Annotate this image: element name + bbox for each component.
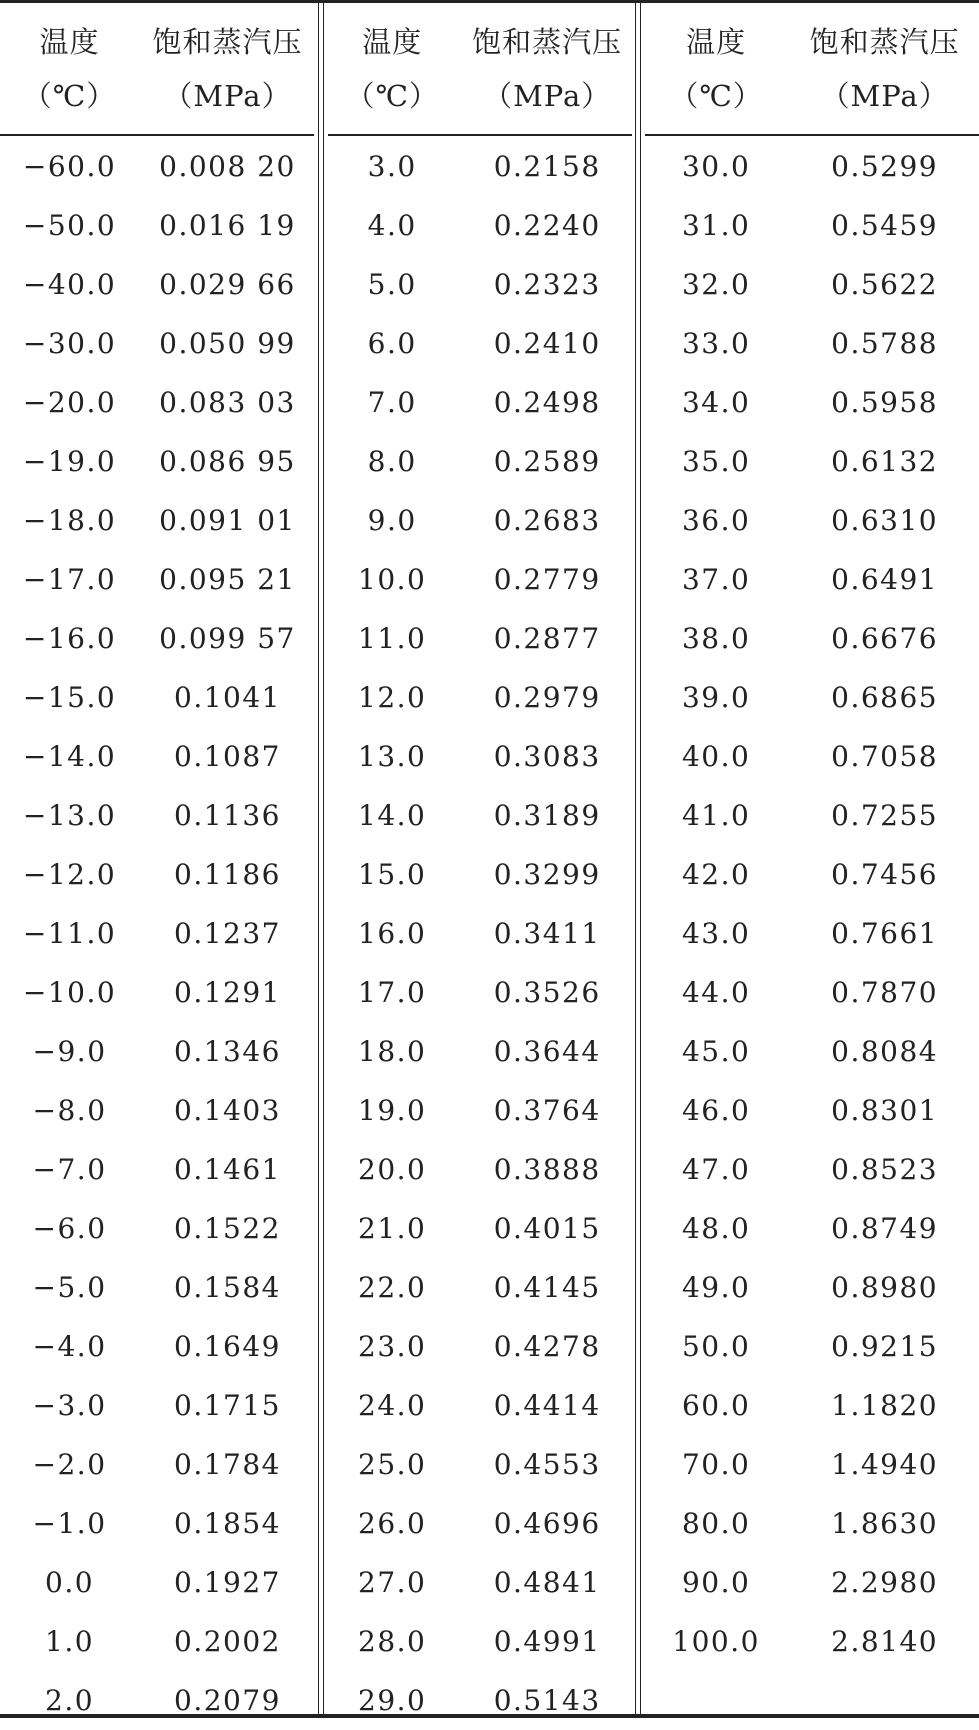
temperature-cell: 14.0 xyxy=(358,799,427,832)
pressure-cell: 2.2980 xyxy=(831,1566,939,1599)
table-row xyxy=(642,1022,979,1081)
pressure-cell: 0.1087 xyxy=(174,740,281,773)
pressure-cell: 0.7870 xyxy=(831,976,939,1009)
table-row xyxy=(0,1553,316,1612)
table-row xyxy=(642,1317,979,1376)
temperature-cell: −16.0 xyxy=(22,622,117,655)
table-row xyxy=(0,314,316,373)
pressure-cell: 0.3888 xyxy=(493,1153,601,1186)
temperature-header: 温度 xyxy=(362,25,423,59)
temperature-cell: 4.0 xyxy=(367,209,417,242)
table-row xyxy=(0,1612,316,1671)
table-body xyxy=(0,137,316,1730)
temperature-cell: 20.0 xyxy=(358,1153,427,1186)
temperature-cell: −6.0 xyxy=(32,1212,107,1245)
pressure-cell: 0.7058 xyxy=(831,740,939,773)
temperature-cell: 25.0 xyxy=(358,1448,427,1481)
table-row xyxy=(642,1494,979,1553)
table-row xyxy=(0,373,316,432)
temperature-cell: −15.0 xyxy=(22,681,117,714)
pressure-cell: 0.083 03 xyxy=(159,386,296,419)
temperature-cell: 100.0 xyxy=(672,1625,760,1658)
table-row xyxy=(642,1376,979,1435)
table-row xyxy=(0,550,316,609)
temperature-cell: 40.0 xyxy=(681,740,751,773)
table-row xyxy=(324,1376,634,1435)
table-row xyxy=(324,1140,634,1199)
pressure-header: 饱和蒸汽压 xyxy=(472,25,623,59)
pressure-cell: 0.1715 xyxy=(174,1389,281,1422)
pressure-cell: 0.008 20 xyxy=(159,150,296,183)
pressure-cell: 0.3411 xyxy=(493,917,601,950)
temperature-cell: 70.0 xyxy=(681,1448,751,1481)
pressure-cell: 0.8084 xyxy=(831,1035,939,1068)
temperature-cell: 3.0 xyxy=(367,150,417,183)
pressure-cell: 0.1041 xyxy=(174,681,281,714)
temperature-cell: 60.0 xyxy=(681,1389,751,1422)
temperature-cell: 32.0 xyxy=(681,268,751,301)
temperature-cell: −12.0 xyxy=(22,858,117,891)
temperature-cell: 16.0 xyxy=(358,917,427,950)
pressure-unit: （MPa） xyxy=(483,79,612,113)
unit-row xyxy=(0,68,316,124)
pressure-cell: 0.4841 xyxy=(493,1566,601,1599)
table-row xyxy=(642,668,979,727)
temperature-cell: 39.0 xyxy=(681,681,751,714)
temperature-cell: −3.0 xyxy=(32,1389,107,1422)
column-group-divider xyxy=(635,3,641,1714)
temperature-cell: 22.0 xyxy=(358,1271,427,1304)
temperature-cell: −19.0 xyxy=(22,445,117,478)
table-row xyxy=(0,137,316,196)
table-row xyxy=(324,845,634,904)
pressure-cell: 0.5459 xyxy=(831,209,939,242)
temperature-cell: 2.0 xyxy=(45,1684,95,1717)
pressure-cell: 0.1403 xyxy=(174,1094,281,1127)
table-row xyxy=(0,609,316,668)
pressure-cell: 0.8301 xyxy=(831,1094,939,1127)
temperature-cell: −5.0 xyxy=(32,1271,107,1304)
table-row xyxy=(0,432,316,491)
temperature-cell: −4.0 xyxy=(32,1330,107,1363)
temperature-cell: 21.0 xyxy=(358,1212,427,1245)
table-row xyxy=(324,491,634,550)
pressure-cell: 0.2410 xyxy=(493,327,601,360)
temperature-cell: 45.0 xyxy=(681,1035,751,1068)
temperature-cell: −17.0 xyxy=(22,563,117,596)
temperature-cell: 6.0 xyxy=(367,327,417,360)
pressure-cell: 0.5299 xyxy=(831,150,939,183)
temperature-cell: 11.0 xyxy=(358,622,427,655)
table-row xyxy=(0,904,316,963)
temperature-cell: 13.0 xyxy=(358,740,427,773)
pressure-cell: 0.2589 xyxy=(493,445,601,478)
table-row xyxy=(324,1258,634,1317)
temperature-cell: 1.0 xyxy=(45,1625,95,1658)
table-body xyxy=(324,137,634,1730)
temperature-unit: （℃） xyxy=(669,79,763,113)
table-row xyxy=(0,1258,316,1317)
pressure-cell: 0.099 57 xyxy=(159,622,296,655)
pressure-cell: 0.2498 xyxy=(493,386,601,419)
temperature-cell: 7.0 xyxy=(367,386,417,419)
temperature-cell: 42.0 xyxy=(681,858,751,891)
table-row xyxy=(642,1553,979,1612)
temperature-cell: −1.0 xyxy=(32,1507,107,1540)
pressure-cell: 0.5788 xyxy=(831,327,939,360)
table-row xyxy=(642,727,979,786)
temperature-cell: −60.0 xyxy=(22,150,117,183)
pressure-cell: 1.8630 xyxy=(831,1507,939,1540)
pressure-cell: 0.1927 xyxy=(174,1566,281,1599)
table-row xyxy=(0,1376,316,1435)
pressure-header: 饱和蒸汽压 xyxy=(809,25,960,59)
temperature-cell: −20.0 xyxy=(22,386,117,419)
table-row xyxy=(642,1612,979,1671)
pressure-cell: 0.1186 xyxy=(174,858,281,891)
unit-row xyxy=(324,68,634,124)
table-row xyxy=(324,1317,634,1376)
temperature-cell: 49.0 xyxy=(681,1271,751,1304)
temperature-cell: 33.0 xyxy=(681,327,751,360)
temperature-header: 温度 xyxy=(686,25,747,59)
table-row xyxy=(324,668,634,727)
table-row xyxy=(0,845,316,904)
pressure-cell: 0.2683 xyxy=(493,504,601,537)
pressure-cell: 0.1291 xyxy=(174,976,281,1009)
pressure-cell: 0.2979 xyxy=(493,681,601,714)
pressure-cell: 0.4991 xyxy=(493,1625,601,1658)
table-row xyxy=(0,196,316,255)
pressure-cell: 0.2158 xyxy=(493,150,601,183)
table-row xyxy=(324,196,634,255)
pressure-cell: 0.1584 xyxy=(174,1271,281,1304)
table-row xyxy=(324,1435,634,1494)
temperature-cell: 44.0 xyxy=(681,976,751,1009)
pressure-cell: 0.4145 xyxy=(493,1271,601,1304)
pressure-cell: 0.029 66 xyxy=(159,268,296,301)
pressure-cell: 0.016 19 xyxy=(159,209,296,242)
pressure-cell: 0.091 01 xyxy=(159,504,296,537)
table-row xyxy=(324,432,634,491)
temperature-cell: 36.0 xyxy=(681,504,751,537)
pressure-cell: 0.4696 xyxy=(493,1507,601,1540)
temperature-cell: 12.0 xyxy=(358,681,427,714)
table-row xyxy=(324,1671,634,1730)
pressure-cell: 0.2079 xyxy=(174,1684,281,1717)
pressure-cell: 0.2877 xyxy=(493,622,601,655)
table-row xyxy=(642,1081,979,1140)
table-row xyxy=(642,845,979,904)
temperature-cell: 31.0 xyxy=(681,209,751,242)
pressure-unit: （MPa） xyxy=(820,79,949,113)
temperature-cell: 43.0 xyxy=(681,917,751,950)
pressure-cell: 1.4940 xyxy=(831,1448,939,1481)
temperature-cell: 50.0 xyxy=(681,1330,751,1363)
table-row xyxy=(324,609,634,668)
temperature-cell: 90.0 xyxy=(681,1566,751,1599)
table-row xyxy=(324,1612,634,1671)
table-row xyxy=(324,550,634,609)
pressure-cell: 0.8749 xyxy=(831,1212,939,1245)
temperature-cell: 27.0 xyxy=(358,1566,427,1599)
pressure-cell: 0.095 21 xyxy=(159,563,296,596)
table-row xyxy=(0,1022,316,1081)
temperature-cell: 18.0 xyxy=(358,1035,427,1068)
pressure-cell: 0.3083 xyxy=(493,740,601,773)
table-row xyxy=(0,963,316,1022)
pressure-cell: 0.4414 xyxy=(493,1389,601,1422)
table-row xyxy=(0,668,316,727)
temperature-cell: 28.0 xyxy=(358,1625,427,1658)
table-row xyxy=(642,314,979,373)
pressure-cell: 0.3189 xyxy=(493,799,601,832)
temperature-cell: 46.0 xyxy=(681,1094,751,1127)
table-row xyxy=(642,550,979,609)
temperature-cell: 29.0 xyxy=(358,1684,427,1717)
temperature-cell: −40.0 xyxy=(22,268,117,301)
table-row xyxy=(324,1022,634,1081)
temperature-cell: −50.0 xyxy=(22,209,117,242)
pressure-cell: 0.7255 xyxy=(831,799,939,832)
temperature-cell: −14.0 xyxy=(22,740,117,773)
pressure-cell: 0.8980 xyxy=(831,1271,939,1304)
temperature-cell: −7.0 xyxy=(32,1153,107,1186)
pressure-header: 饱和蒸汽压 xyxy=(152,25,303,59)
pressure-cell: 0.5622 xyxy=(831,268,939,301)
pressure-cell: 0.2002 xyxy=(174,1625,281,1658)
pressure-cell: 0.1649 xyxy=(174,1330,281,1363)
table-row xyxy=(642,1435,979,1494)
pressure-cell: 0.1461 xyxy=(174,1153,281,1186)
temperature-cell: −30.0 xyxy=(22,327,117,360)
temperature-cell: 47.0 xyxy=(681,1153,751,1186)
pressure-cell: 0.1784 xyxy=(174,1448,281,1481)
pressure-cell: 0.6132 xyxy=(831,445,939,478)
pressure-cell: 1.1820 xyxy=(831,1389,939,1422)
temperature-cell: −18.0 xyxy=(22,504,117,537)
pressure-cell: 0.2779 xyxy=(493,563,601,596)
table-row xyxy=(324,727,634,786)
temperature-cell: 23.0 xyxy=(358,1330,427,1363)
pressure-cell: 0.3299 xyxy=(493,858,601,891)
temperature-cell: −9.0 xyxy=(32,1035,107,1068)
temperature-unit: （℃） xyxy=(345,79,439,113)
header-row xyxy=(324,14,634,70)
pressure-cell: 0.3764 xyxy=(493,1094,601,1127)
pressure-cell: 0.8523 xyxy=(831,1153,939,1186)
temperature-cell: −2.0 xyxy=(32,1448,107,1481)
table-row xyxy=(642,1258,979,1317)
pressure-cell: 0.1237 xyxy=(174,917,281,950)
header-rule xyxy=(0,134,314,136)
pressure-cell: 0.6676 xyxy=(831,622,939,655)
pressure-cell: 0.5958 xyxy=(831,386,939,419)
table-row xyxy=(324,1081,634,1140)
pressure-cell: 0.1522 xyxy=(174,1212,281,1245)
pressure-cell: 0.5143 xyxy=(493,1684,601,1717)
pressure-unit: （MPa） xyxy=(163,79,292,113)
temperature-cell: 38.0 xyxy=(681,622,751,655)
table-row xyxy=(324,137,634,196)
table-row xyxy=(0,1671,316,1730)
temperature-cell: 48.0 xyxy=(681,1212,751,1245)
pressure-cell: 0.7456 xyxy=(831,858,939,891)
table-row xyxy=(324,314,634,373)
pressure-cell: 0.050 99 xyxy=(159,327,296,360)
table-row xyxy=(0,1317,316,1376)
table-row xyxy=(0,1199,316,1258)
header-rule xyxy=(328,134,632,136)
temperature-cell: 41.0 xyxy=(681,799,751,832)
table-row xyxy=(324,1494,634,1553)
table-row xyxy=(642,786,979,845)
table-row xyxy=(324,963,634,1022)
temperature-cell: 0.0 xyxy=(45,1566,95,1599)
header-row xyxy=(642,14,979,70)
pressure-cell: 0.4015 xyxy=(493,1212,601,1245)
table-row xyxy=(324,255,634,314)
pressure-cell: 0.4278 xyxy=(493,1330,601,1363)
table-row xyxy=(642,1140,979,1199)
temperature-unit: （℃） xyxy=(22,79,117,113)
temperature-cell: 10.0 xyxy=(358,563,427,596)
table-row xyxy=(642,491,979,550)
pressure-cell: 0.2240 xyxy=(493,209,601,242)
temperature-cell: 8.0 xyxy=(367,445,417,478)
table-row xyxy=(642,373,979,432)
table-row xyxy=(0,491,316,550)
temperature-cell: 5.0 xyxy=(367,268,417,301)
pressure-cell: 0.086 95 xyxy=(159,445,296,478)
table-row xyxy=(324,786,634,845)
unit-row xyxy=(642,68,979,124)
temperature-cell: −8.0 xyxy=(32,1094,107,1127)
pressure-cell: 0.6310 xyxy=(831,504,939,537)
pressure-cell: 0.3644 xyxy=(493,1035,601,1068)
top-rule xyxy=(0,0,979,3)
pressure-cell: 0.9215 xyxy=(831,1330,939,1363)
table-row xyxy=(0,1494,316,1553)
pressure-cell: 0.3526 xyxy=(493,976,601,1009)
table-row xyxy=(642,963,979,1022)
pressure-cell: 0.1854 xyxy=(174,1507,281,1540)
table-row xyxy=(642,432,979,491)
table-row xyxy=(324,1199,634,1258)
table-row xyxy=(642,137,979,196)
table-row xyxy=(642,1199,979,1258)
table-row xyxy=(0,1081,316,1140)
temperature-cell: 30.0 xyxy=(681,150,751,183)
table-row xyxy=(0,727,316,786)
temperature-cell: −13.0 xyxy=(22,799,117,832)
table-row xyxy=(324,373,634,432)
table-row xyxy=(642,196,979,255)
temperature-cell: 9.0 xyxy=(367,504,417,537)
table-row xyxy=(642,609,979,668)
table-row xyxy=(0,1140,316,1199)
temperature-cell: 37.0 xyxy=(681,563,751,596)
temperature-cell: 19.0 xyxy=(358,1094,427,1127)
pressure-cell: 0.1136 xyxy=(174,799,281,832)
pressure-cell: 0.1346 xyxy=(174,1035,281,1068)
table-row xyxy=(642,255,979,314)
table-row xyxy=(0,255,316,314)
temperature-cell: 24.0 xyxy=(358,1389,427,1422)
table-row xyxy=(0,786,316,845)
table-row xyxy=(642,904,979,963)
temperature-cell: 34.0 xyxy=(681,386,751,419)
pressure-cell: 0.6491 xyxy=(831,563,939,596)
pressure-cell: 2.8140 xyxy=(831,1625,939,1658)
pressure-cell: 0.4553 xyxy=(493,1448,601,1481)
temperature-cell: 26.0 xyxy=(358,1507,427,1540)
temperature-header: 温度 xyxy=(39,25,100,59)
temperature-cell: 35.0 xyxy=(681,445,751,478)
pressure-cell: 0.6865 xyxy=(831,681,939,714)
table-row xyxy=(324,904,634,963)
table-row xyxy=(0,1435,316,1494)
temperature-cell: 80.0 xyxy=(681,1507,751,1540)
table-body xyxy=(642,137,979,1671)
pressure-cell: 0.2323 xyxy=(493,268,601,301)
pressure-cell: 0.7661 xyxy=(831,917,939,950)
table-row xyxy=(324,1553,634,1612)
temperature-cell: 15.0 xyxy=(358,858,427,891)
temperature-cell: −10.0 xyxy=(22,976,117,1009)
temperature-cell: −11.0 xyxy=(22,917,117,950)
temperature-cell: 17.0 xyxy=(358,976,427,1009)
header-rule xyxy=(645,134,979,136)
header-row xyxy=(0,14,316,70)
